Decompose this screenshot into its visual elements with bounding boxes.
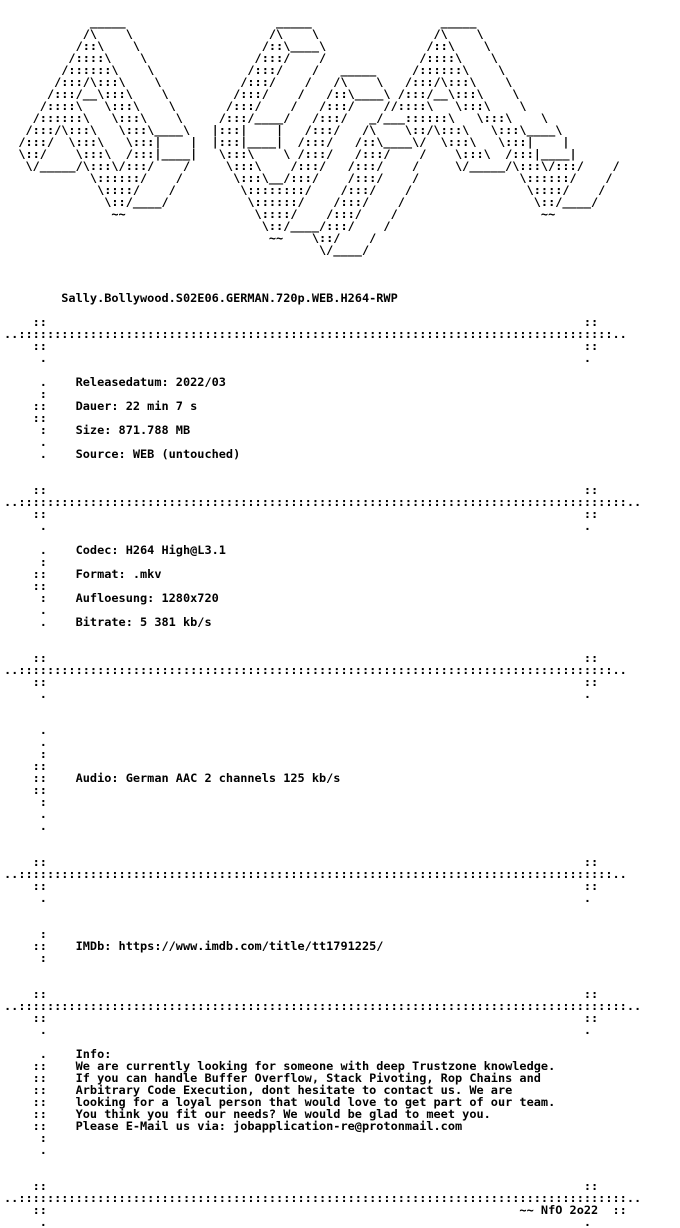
nfo-line: /::\ \ /::\____\ /::\ \ xyxy=(4,39,491,53)
nfo-line: :: Dauer: 22 min 7 s xyxy=(4,399,198,413)
nfo-line: : Size: 871.788 MB xyxy=(4,423,191,437)
nfo-line: : xyxy=(4,555,47,569)
nfo-line: . xyxy=(4,807,47,821)
nfo-line: :: looking for a loyal person that would love to get part of our team. xyxy=(4,1095,556,1109)
nfo-line: . . xyxy=(4,687,592,701)
nfo-line: \/_____/\:::\/:::/ / \:::\ /:::/ /:::/ / \/_____/\:::\/:::/ / xyxy=(4,159,620,173)
nfo-line: :: Format: .mkv xyxy=(4,567,162,581)
nfo-line: /:::/\:::\ \ /:::/ / /\ \ /:::/\:::\ \ xyxy=(4,75,513,89)
nfo-line: :: Arbitrary Code Execution, dont hesitate to contact us. We are xyxy=(4,1083,513,1097)
nfo-line: :: :: xyxy=(4,855,599,869)
nfo-line: . xyxy=(4,735,47,749)
nfo-line: \/____/ xyxy=(4,243,370,257)
nfo-line: :: :: xyxy=(4,675,599,689)
nfo-line: :: :: xyxy=(4,651,599,665)
nfo-line: \::/ \:::\ /:::|____| \:::\ \ /:::/ /:::/ / \:::\ /:::|____| xyxy=(4,147,577,161)
nfo-line: ~~ \::::/ /:::/ / ~~ xyxy=(4,207,556,221)
nfo-line: :: :: xyxy=(4,507,599,521)
nfo-line: :: xyxy=(4,783,47,797)
nfo-line: :: :: xyxy=(4,483,599,497)
nfo-line: :: xyxy=(4,759,47,773)
nfo-line: /::::\ \:::\ \ /:::/ / /:::/ //::::\ \:::\ \ xyxy=(4,99,527,113)
nfo-line: :: :: xyxy=(4,987,599,1001)
nfo-line: . xyxy=(4,603,47,617)
nfo-line: :: You think you fit our needs? We would be glad to meet you. xyxy=(4,1107,491,1121)
nfo-line: \::::::/ / \:::\__/:::/ /:::/ / \::::::/ / xyxy=(4,171,613,185)
nfo-line: \::/____/:::/ / xyxy=(4,219,391,233)
nfo-line: /::::\ \ /:::/ / /::::\ \ xyxy=(4,51,498,65)
nfo-line: . xyxy=(4,1143,47,1157)
nfo-line: . . xyxy=(4,519,592,533)
nfo-line: . Codec: H264 High@L3.1 xyxy=(4,543,226,557)
nfo-line: . xyxy=(4,435,47,449)
nfo-line: ..:::::::::::::::::::::::::::::::::::::::::::::::::::::::::::::::::::::::::::::::::::::.. xyxy=(4,495,642,509)
nfo-line: ..:::::::::::::::::::::::::::::::::::::::::::::::::::::::::::::::::::::::::::::::::::.. xyxy=(4,663,627,677)
nfo-line: :: xyxy=(4,579,47,593)
nfo-line: : xyxy=(4,747,47,761)
nfo-line: /\ \ /\ \ /\ \ xyxy=(4,27,484,41)
nfo-line: \::::/ / \::::::::/ /:::/ / \::::/ / xyxy=(4,183,606,197)
nfo-line: : Aufloesung: 1280x720 xyxy=(4,591,219,605)
nfo-line: ..:::::::::::::::::::::::::::::::::::::::::::::::::::::::::::::::::::::::::::::::::::::.. xyxy=(4,999,642,1013)
nfo-line: ~~ \::/ / xyxy=(4,231,377,245)
nfo-line: : xyxy=(4,1131,47,1145)
nfo-line: /:::/__\:::\ \ /:::/ / /::\____\ /:::/__\:::\ \ xyxy=(4,87,520,101)
nfo-line: . Bitrate: 5 381 kb/s xyxy=(4,615,212,629)
nfo-line: : xyxy=(4,795,47,809)
nfo-line: ..:::::::::::::::::::::::::::::::::::::::::::::::::::::::::::::::::::::::::::::::::::::.. xyxy=(4,1191,642,1205)
nfo-line: /::::::\ \ /:::/ / _____ /::::::\ \ xyxy=(4,63,506,77)
nfo-line: ..:::::::::::::::::::::::::::::::::::::::::::::::::::::::::::::::::::::::::::::::::::.. xyxy=(4,327,627,341)
nfo-line: :: We are currently looking for someone with deep Trustzone knowledge. xyxy=(4,1059,556,1073)
nfo-line: . . xyxy=(4,1215,592,1228)
nfo-line: :: If you can handle Buffer Overflow, Stack Pivoting, Rop Chains and xyxy=(4,1071,541,1085)
nfo-line: /::::::\ \:::\ \ /:::/____/ /:::/ _/___::::::\ \:::\ \ xyxy=(4,111,549,125)
nfo-line: :: xyxy=(4,411,47,425)
nfo-line: : xyxy=(4,951,47,965)
nfo-line: /:::/ \:::\ \:::| | |:::|____| /:::/ /::\____\/ \:::\ \:::| | xyxy=(4,135,570,149)
nfo-line: :: :: xyxy=(4,1179,599,1193)
nfo-line: . Releasedatum: 2022/03 xyxy=(4,375,226,389)
nfo-line: ..:::::::::::::::::::::::::::::::::::::::::::::::::::::::::::::::::::::::::::::::::::.. xyxy=(4,867,627,881)
nfo-line: \::/____/ \::::::/ /:::/ / \::/____/ xyxy=(4,195,599,209)
nfo-line: : xyxy=(4,387,47,401)
nfo-line: :: IMDb: https://www.imdb.com/title/tt1791225/ xyxy=(4,939,384,953)
nfo-line: :: :: xyxy=(4,879,599,893)
nfo-line: . xyxy=(4,723,47,737)
nfo-line: . xyxy=(4,819,47,833)
nfo-line: Sally.Bollywood.S02E06.GERMAN.720p.WEB.H264-RWP xyxy=(4,291,398,305)
nfo-line: :: :: xyxy=(4,315,599,329)
nfo-line: :: Please E-Mail us via: jobapplication-re@protonmail.com xyxy=(4,1119,463,1133)
nfo-line: :: :: xyxy=(4,339,599,353)
nfo-line: /:::/\:::\ \:::\____\ |:::| | /:::/ /\ \::/\:::\ \:::\____\ xyxy=(4,123,563,137)
nfo-line: . Info: xyxy=(4,1047,112,1061)
nfo-line: :: :: xyxy=(4,1011,599,1025)
nfo-line: . . xyxy=(4,891,592,905)
nfo-line: :: ~~ NfO 2o22 :: xyxy=(4,1203,627,1217)
nfo-line: : xyxy=(4,927,47,941)
nfo-line: _____ _____ _____ xyxy=(4,15,477,29)
nfo-line: :: Audio: German AAC 2 channels 125 kb/s xyxy=(4,771,341,785)
nfo-line: . . xyxy=(4,1023,592,1037)
nfo-line: . Source: WEB (untouched) xyxy=(4,447,241,461)
nfo-line: . . xyxy=(4,351,592,365)
